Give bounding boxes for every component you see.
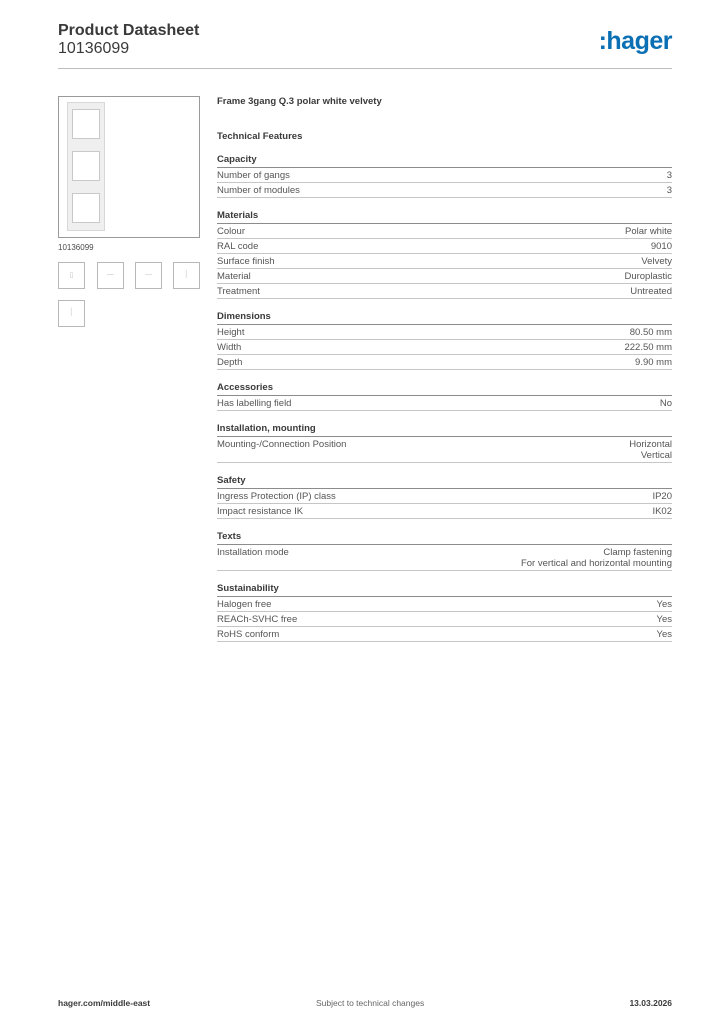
spec-row xyxy=(217,597,672,612)
spec-row xyxy=(217,504,672,519)
section-title: Dimensions xyxy=(217,311,672,325)
section-title: Installation, mounting xyxy=(217,423,672,437)
spec-value xyxy=(629,439,672,461)
section-title: Capacity xyxy=(217,154,672,168)
thumbnail-5[interactable] xyxy=(58,300,85,327)
spec-section xyxy=(217,531,672,571)
spec-label: Treatment xyxy=(217,285,260,297)
spec-value-line: For vertical and horizontal mounting xyxy=(520,557,672,569)
hager-logo: :hager xyxy=(598,27,672,55)
spec-section xyxy=(217,311,672,370)
spec-value-line: IP20 xyxy=(652,490,672,502)
spec-value-line: 9010 xyxy=(650,240,672,252)
section-title: Safety xyxy=(217,475,672,489)
section-title: Sustainability xyxy=(217,583,672,597)
spec-label: Width xyxy=(217,341,242,353)
spec-row xyxy=(217,437,672,463)
spec-row xyxy=(217,545,672,571)
spec-label: Surface finish xyxy=(217,255,275,267)
spec-row xyxy=(217,168,672,183)
drawing-icon: │ xyxy=(184,271,189,278)
spec-value xyxy=(624,271,672,282)
spec-label: Colour xyxy=(217,225,245,237)
spec-value-line: Yes xyxy=(656,613,672,625)
spec-row xyxy=(217,489,672,504)
spec-row xyxy=(217,269,672,284)
spec-label: Mounting-/Connection Position xyxy=(217,438,347,450)
technical-features-heading: Technical Features xyxy=(217,131,303,142)
spec-label: RAL code xyxy=(217,240,259,252)
product-image xyxy=(58,96,200,238)
spec-value xyxy=(657,599,673,610)
spec-value xyxy=(660,398,672,409)
spec-value xyxy=(625,226,672,237)
spec-value xyxy=(657,629,673,640)
spec-value-line: 80.50 mm xyxy=(629,326,672,338)
footer-website[interactable]: hager.com/middle-east xyxy=(58,998,151,1008)
thumbnail-3[interactable] xyxy=(135,262,162,289)
spec-value-line: 9.90 mm xyxy=(635,356,672,368)
spec-section xyxy=(217,475,672,519)
spec-row xyxy=(217,627,672,642)
spec-value-line: Duroplastic xyxy=(624,270,672,282)
spec-row xyxy=(217,239,672,254)
spec-row xyxy=(217,254,672,269)
spec-row xyxy=(217,340,672,355)
spec-value-line: 3 xyxy=(666,169,672,181)
spec-label: RoHS conform xyxy=(217,628,280,640)
spec-label: Height xyxy=(217,326,245,338)
spec-value xyxy=(657,614,673,625)
spec-row xyxy=(217,284,672,299)
section-title: Materials xyxy=(217,210,672,224)
thumbnail-2[interactable] xyxy=(97,262,124,289)
spec-content xyxy=(217,96,672,654)
frame-opening xyxy=(72,109,100,139)
spec-value xyxy=(521,547,672,569)
section-title: Texts xyxy=(217,531,672,545)
spec-value-line: Yes xyxy=(656,598,672,610)
spec-label: Impact resistance IK xyxy=(217,505,304,517)
drawing-icon: — xyxy=(107,271,114,278)
frame-opening xyxy=(72,193,100,223)
spec-section xyxy=(217,583,672,642)
spec-value-line: Untreated xyxy=(630,285,672,297)
spec-label: Ingress Protection (IP) class xyxy=(217,490,336,502)
document-title: Product Datasheet xyxy=(58,22,200,39)
spec-value-line: Polar white xyxy=(625,225,672,237)
drawing-icon: ▯ xyxy=(69,272,74,279)
spec-label: Number of gangs xyxy=(217,169,290,181)
spec-value xyxy=(652,491,672,502)
section-title: Accessories xyxy=(217,382,672,396)
footer-notice: Subject to technical changes xyxy=(316,998,425,1008)
spec-value-line: Horizontal xyxy=(629,438,672,450)
thumbnail-4[interactable] xyxy=(173,262,200,289)
spec-label: Depth xyxy=(217,356,243,368)
spec-value-line: Clamp fastening xyxy=(603,546,672,558)
footer-date: 13.03.2026 xyxy=(629,998,672,1008)
spec-label: Has labelling field xyxy=(217,397,292,409)
document-header xyxy=(58,22,199,58)
spec-row xyxy=(217,183,672,198)
spec-value xyxy=(641,256,672,267)
spec-section xyxy=(217,210,672,299)
spec-value xyxy=(630,286,672,297)
spec-row xyxy=(217,224,672,239)
spec-value-line: No xyxy=(659,397,672,409)
spec-row xyxy=(217,325,672,340)
spec-value-line: Yes xyxy=(656,628,672,640)
spec-value xyxy=(624,342,672,353)
spec-row xyxy=(217,355,672,370)
image-caption: 10136099 xyxy=(58,243,94,252)
spec-value xyxy=(635,357,672,368)
spec-value xyxy=(630,327,672,338)
spec-sections xyxy=(217,154,672,642)
spec-value-line: IK02 xyxy=(652,505,672,517)
spec-value xyxy=(651,241,672,252)
spec-value-line: 222.50 mm xyxy=(624,341,672,353)
spec-value-line: Velvety xyxy=(641,255,672,267)
product-number: 10136099 xyxy=(58,40,130,57)
header-divider xyxy=(58,68,672,69)
spec-label: Halogen free xyxy=(217,598,272,610)
spec-row xyxy=(217,396,672,411)
spec-label: REACh-SVHC free xyxy=(217,613,298,625)
spec-label: Material xyxy=(217,270,251,282)
spec-value xyxy=(652,506,672,517)
thumbnail-1[interactable] xyxy=(58,262,85,289)
spec-value-line: Vertical xyxy=(640,449,672,461)
product-name: Frame 3gang Q.3 polar white velvety xyxy=(217,96,382,107)
drawing-icon: — xyxy=(145,271,152,278)
spec-section xyxy=(217,423,672,463)
spec-value xyxy=(667,170,672,181)
frame-illustration xyxy=(67,102,105,231)
spec-section xyxy=(217,382,672,411)
spec-section xyxy=(217,154,672,198)
spec-value xyxy=(667,185,672,196)
spec-row xyxy=(217,612,672,627)
frame-opening xyxy=(72,151,100,181)
spec-label: Number of modules xyxy=(217,184,300,196)
spec-value-line: 3 xyxy=(666,184,672,196)
drawing-icon: │ xyxy=(69,309,74,316)
spec-label: Installation mode xyxy=(217,546,289,558)
